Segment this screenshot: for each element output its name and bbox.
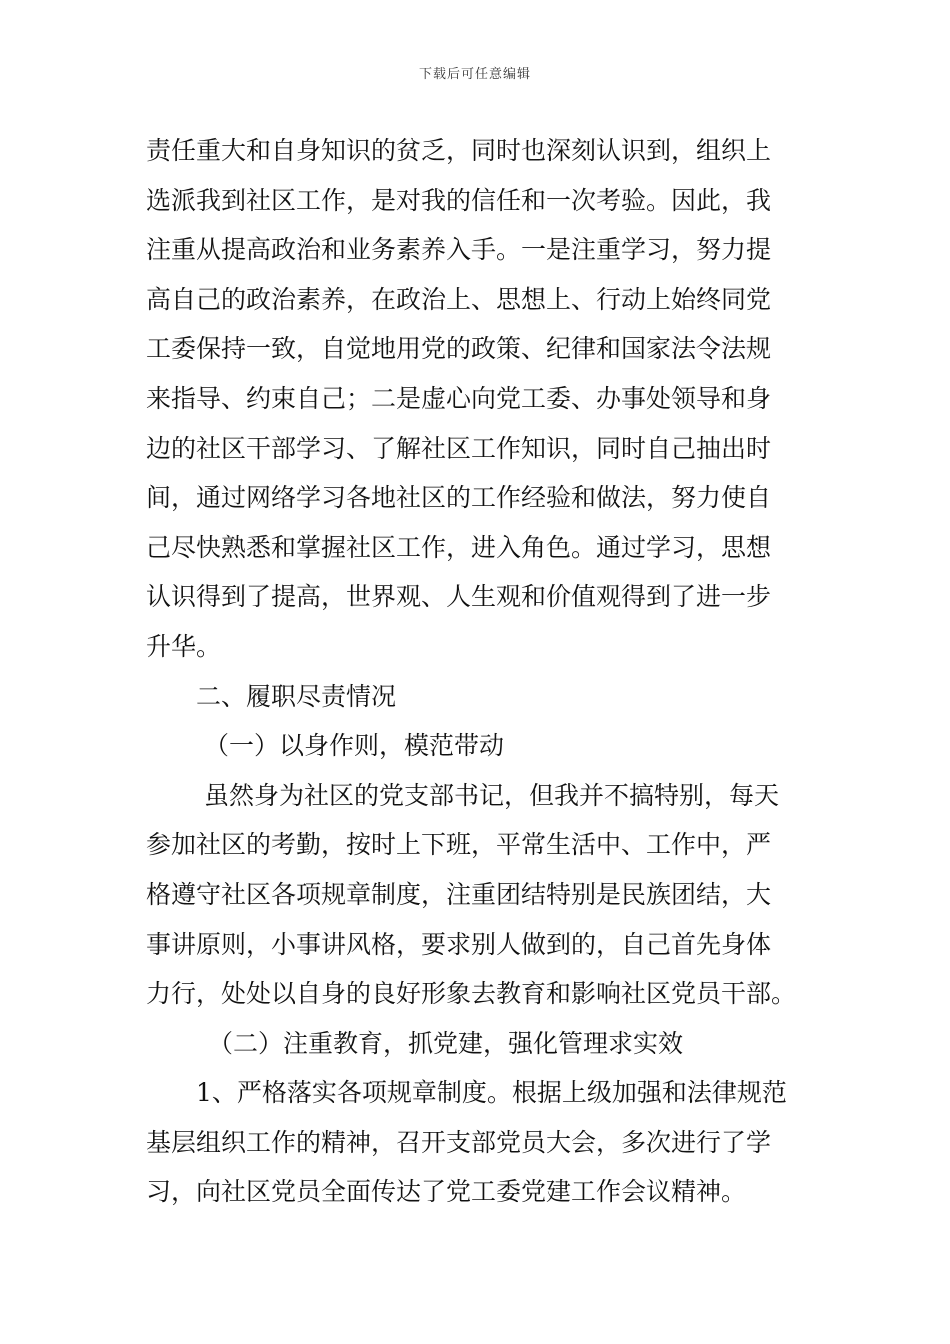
body-line: 基层组织工作的精神，召开支部党员大会，多次进行了学 (146, 1127, 772, 1157)
section-heading: 二、履职尽责情况 (196, 681, 397, 711)
body-line: 认识得到了提高，世界观、人生观和价值观得到了进一步 (146, 582, 772, 612)
body-line: 己尽快熟悉和掌握社区工作，进入角色。通过学习，思想 (146, 532, 772, 562)
body-line: 来指导、约束自己；二是虚心向党工委、办事处领导和身 (146, 383, 772, 413)
subsection-heading: （一）以身作则，模范带动 (204, 731, 505, 761)
document-body (146, 126, 816, 1217)
body-line: 参加社区的考勤，按时上下班，平常生活中、工作中，严 (146, 830, 772, 860)
body-line: 责任重大和自身知识的贫乏，同时也深刻认识到，组织上 (146, 136, 772, 165)
page-header: 下载后可任意编辑 (418, 67, 531, 82)
body-line: 升华。 (146, 631, 222, 661)
body-line: 力行，处处以自身的良好形象去教育和影响社区党员干部。 (146, 979, 797, 1009)
body-line: 高自己的政治素养，在政治上、思想上、行动上始终同党 (146, 284, 772, 314)
paragraph-start-line: 虽然身为社区的党支部书记，但我并不搞特别，每天 (204, 780, 780, 810)
body-line: 选派我到社区工作，是对我的信任和一次考验。因此，我 (146, 185, 772, 215)
body-line: 间，通过网络学习各地社区的工作经验和做法，努力使自 (146, 483, 772, 513)
body-line: 工委保持一致，自觉地用党的政策、纪律和国家法令法规 (146, 334, 772, 364)
body-line: 边的社区干部学习、了解社区工作知识，同时自己抽出时 (146, 433, 772, 463)
body-line: 事讲原则，小事讲风格，要求别人做到的，自己首先身体 (146, 929, 772, 959)
body-line: 注重从提高政治和业务素养入手。一是注重学习，努力提 (146, 235, 772, 265)
subsection-heading: （二）注重教育，抓党建，强化管理求实效 (208, 1028, 684, 1058)
body-line: 习，向社区党员全面传达了党工委党建工作会议精神。 (146, 1177, 747, 1207)
paragraph-start-line: 1、严格落实各项规章制度。根据上级加强和法律规范 (196, 1078, 787, 1108)
body-line: 格遵守社区各项规章制度，注重团结特别是民族团结，大 (146, 879, 772, 909)
